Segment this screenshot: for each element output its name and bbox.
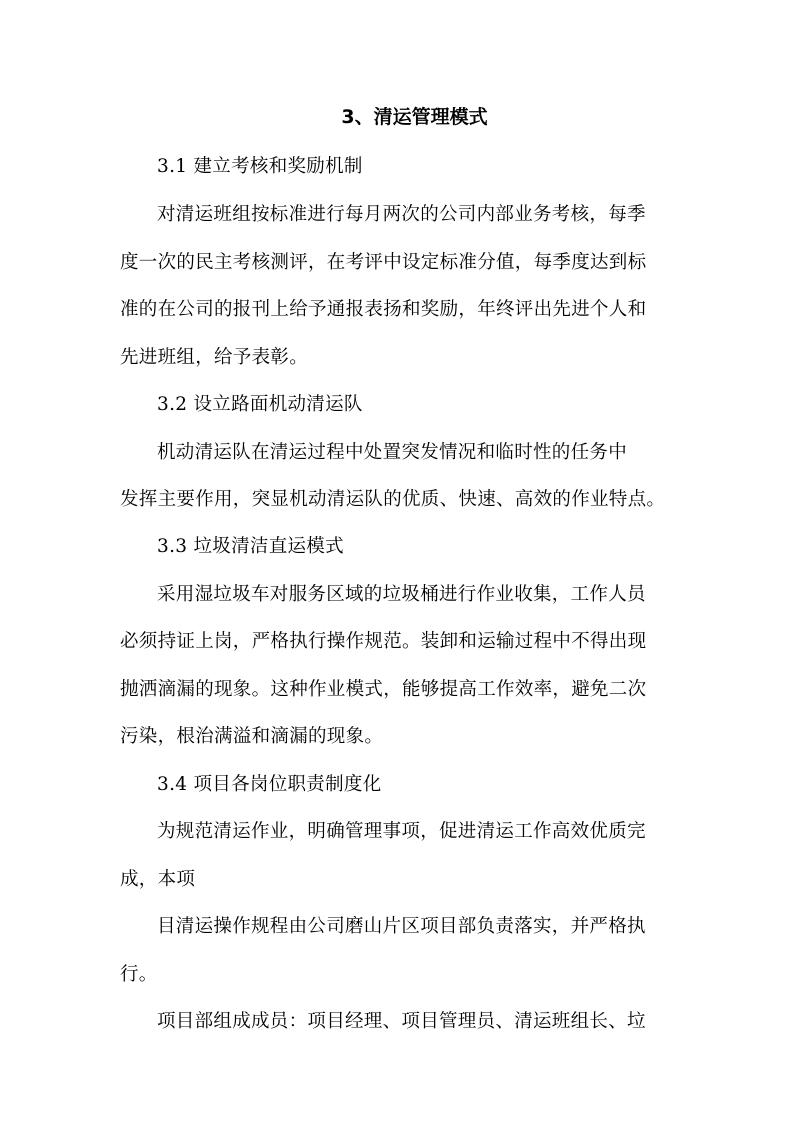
paragraph-line: 污染，根治满溢和滴漏的现象。	[120, 726, 384, 747]
paragraph-line: 采用湿垃圾车对服务区域的垃圾桶进行作业收集，工作人员	[157, 584, 646, 605]
subsection-heading: 3.2 设立路面机动清运队	[157, 394, 363, 415]
paragraph-line: 先进班组，给予表彰。	[120, 347, 309, 368]
paragraph-line: 度一次的民主考核测评，在考评中设定标准分值，每季度达到标	[120, 252, 647, 273]
paragraph-line: 成，本项	[120, 869, 196, 890]
section-title: 3、清运管理模式	[341, 106, 488, 128]
paragraph-line: 为规范清运作业，明确管理事项，促进清运工作高效优质完	[157, 821, 646, 842]
subsection-heading: 3.4 项目各岗位职责制度化	[157, 774, 382, 795]
paragraph-line: 发挥主要作用，突显机动清运队的优质、快速、高效的作业特点。	[120, 489, 666, 510]
subsection-heading: 3.3 垃圾清洁直运模式	[157, 536, 344, 557]
paragraph-line: 机动清运队在清运过程中处置突发情况和临时性的任务中	[157, 442, 628, 463]
paragraph-line: 行。	[120, 964, 158, 985]
paragraph-line: 准的在公司的报刊上给予通报表扬和奖励，年终评出先进个人和	[120, 299, 647, 320]
paragraph-line: 目清运操作规程由公司磨山片区项目部负责落实，并严格执	[157, 916, 646, 937]
paragraph-line: 抛洒滴漏的现象。这种作业模式，能够提高工作效率，避免二次	[120, 679, 647, 700]
paragraph-line: 项目部组成成员：项目经理、项目管理员、清运班组长、垃	[157, 1011, 646, 1032]
paragraph-line: 对清运班组按标准进行每月两次的公司内部业务考核，每季	[157, 204, 646, 225]
subsection-heading: 3.1 建立考核和奖励机制	[157, 156, 363, 177]
paragraph-line: 必须持证上岗，严格执行操作规范。装卸和运输过程中不得出现	[120, 631, 647, 652]
